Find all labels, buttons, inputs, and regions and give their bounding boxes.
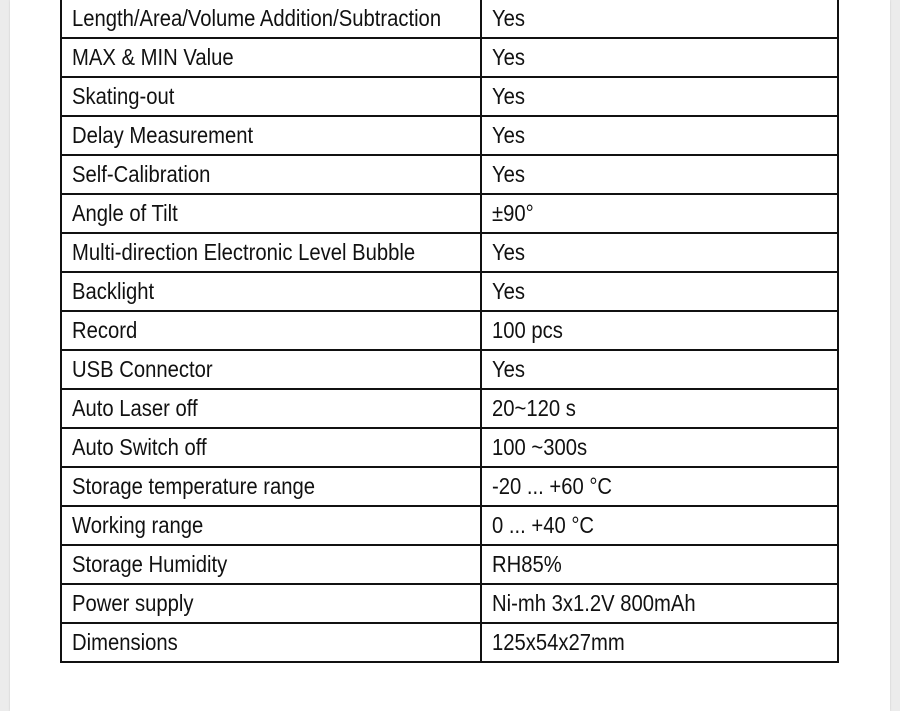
spec-value: 0 ... +40 °C bbox=[481, 506, 838, 545]
table-row bbox=[61, 155, 838, 194]
table-row bbox=[61, 428, 838, 467]
spec-label: Record bbox=[61, 311, 481, 350]
table-row bbox=[61, 0, 838, 38]
spec-label: Power supply bbox=[61, 584, 481, 623]
spec-label: Self-Calibration bbox=[61, 155, 481, 194]
spec-value: Yes bbox=[481, 155, 838, 194]
table-row bbox=[61, 389, 838, 428]
table-row bbox=[61, 272, 838, 311]
table-row bbox=[61, 506, 838, 545]
table-row bbox=[61, 623, 838, 662]
spec-label: Storage temperature range bbox=[61, 467, 481, 506]
table-row bbox=[61, 545, 838, 584]
table-row bbox=[61, 467, 838, 506]
spec-label: Skating-out bbox=[61, 77, 481, 116]
spec-value: Yes bbox=[481, 233, 838, 272]
spec-label: Delay Measurement bbox=[61, 116, 481, 155]
spec-label: Working range bbox=[61, 506, 481, 545]
spec-value: Ni-mh 3x1.2V 800mAh bbox=[481, 584, 838, 623]
spec-value: -20 ... +60 °C bbox=[481, 467, 838, 506]
table-row bbox=[61, 77, 838, 116]
spec-value: Yes bbox=[481, 38, 838, 77]
table-row bbox=[61, 350, 838, 389]
spec-value: Yes bbox=[481, 272, 838, 311]
spec-value: ±90° bbox=[481, 194, 838, 233]
spec-label: Angle of Tilt bbox=[61, 194, 481, 233]
spec-value: 100 pcs bbox=[481, 311, 838, 350]
spec-value: 100 ~300s bbox=[481, 428, 838, 467]
spec-label: Auto Laser off bbox=[61, 389, 481, 428]
specification-table bbox=[60, 0, 839, 663]
table-row bbox=[61, 116, 838, 155]
spec-label: Multi-direction Electronic Level Bubble bbox=[61, 233, 481, 272]
spec-label: Length/Area/Volume Addition/Subtraction bbox=[61, 0, 481, 38]
table-row bbox=[61, 194, 838, 233]
spec-value: Yes bbox=[481, 0, 838, 38]
spec-value: Yes bbox=[481, 350, 838, 389]
spec-label: MAX & MIN Value bbox=[61, 38, 481, 77]
spec-value: 125x54x27mm bbox=[481, 623, 838, 662]
table-row bbox=[61, 311, 838, 350]
spec-value: RH85% bbox=[481, 545, 838, 584]
spec-value: 20~120 s bbox=[481, 389, 838, 428]
document-page bbox=[10, 0, 890, 711]
spec-label: Auto Switch off bbox=[61, 428, 481, 467]
spec-label: Storage Humidity bbox=[61, 545, 481, 584]
spec-label: USB Connector bbox=[61, 350, 481, 389]
spec-label: Dimensions bbox=[61, 623, 481, 662]
table-row bbox=[61, 233, 838, 272]
spec-value: Yes bbox=[481, 77, 838, 116]
table-row bbox=[61, 584, 838, 623]
spec-value: Yes bbox=[481, 116, 838, 155]
spec-label: Backlight bbox=[61, 272, 481, 311]
table-row bbox=[61, 38, 838, 77]
